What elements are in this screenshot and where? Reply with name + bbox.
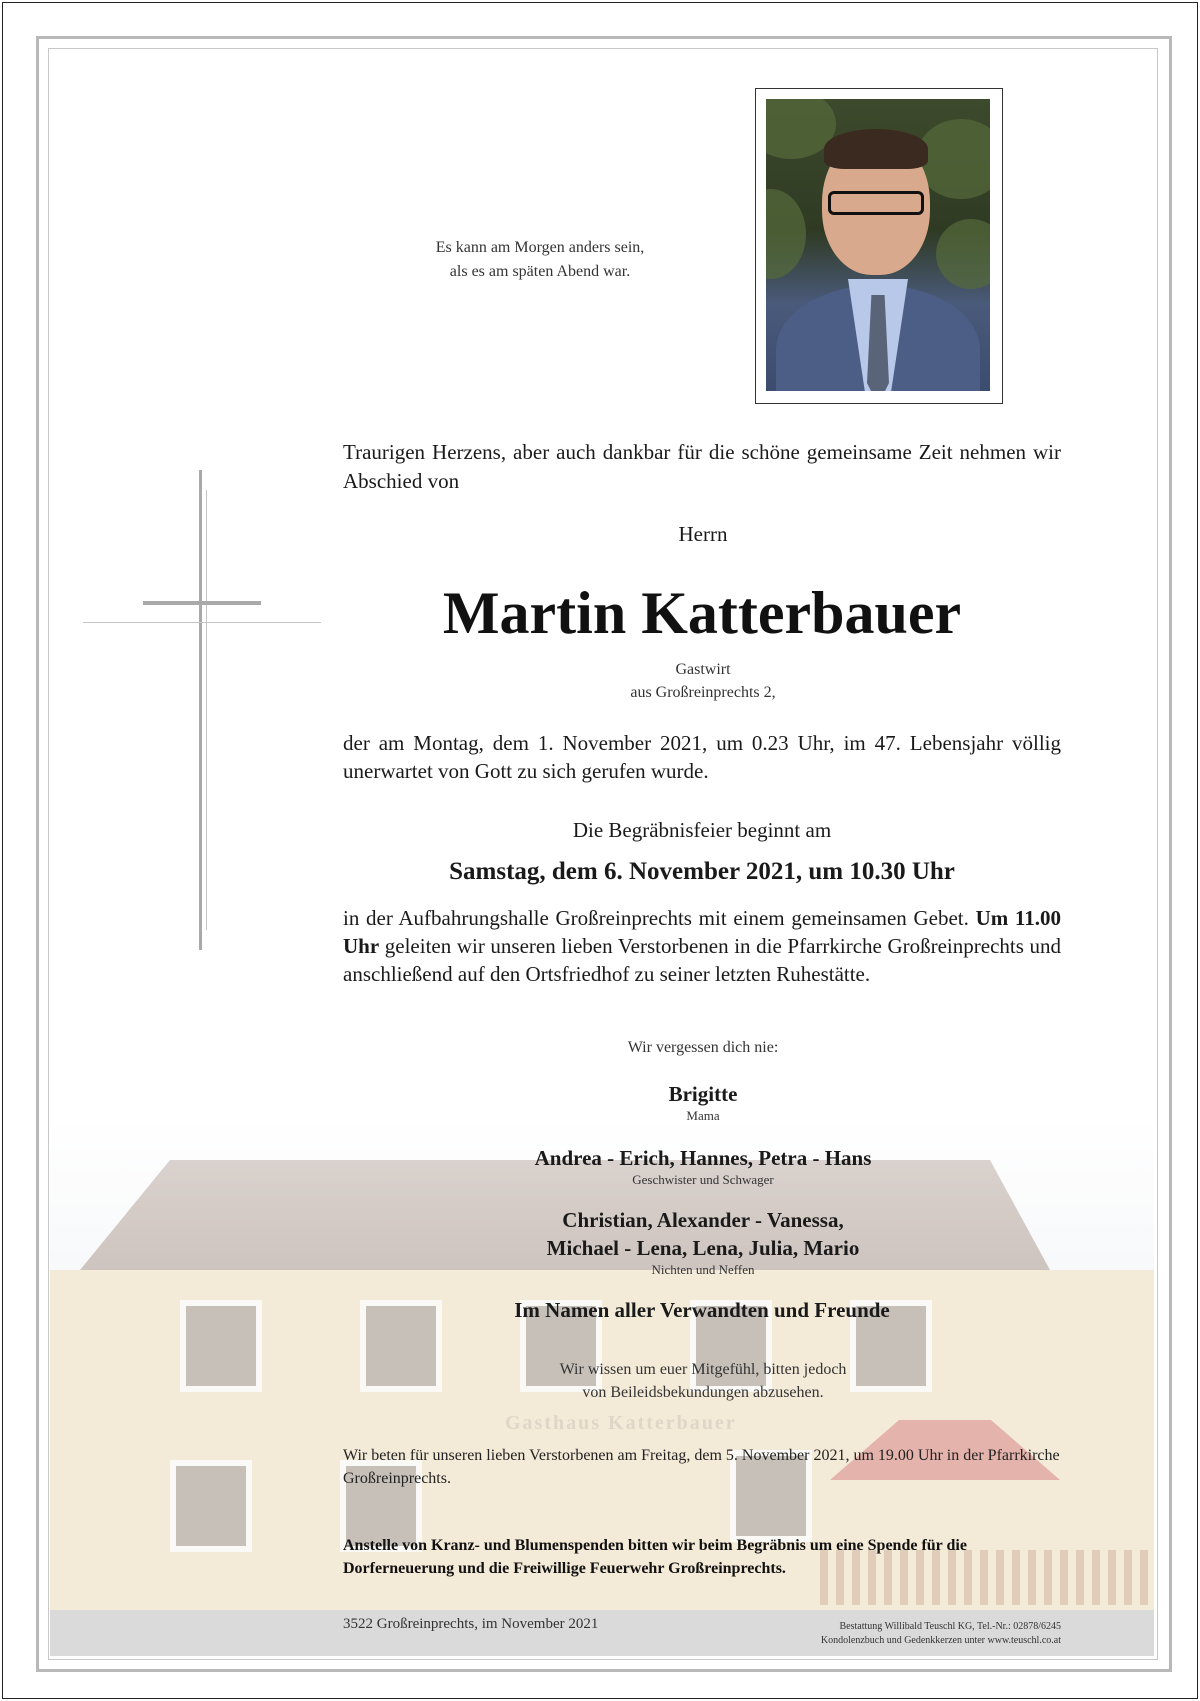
mourner-group [443,1080,963,1124]
deceased-name: Martin Katterbauer [442,580,962,646]
sympathy-line-1: Wir wissen um euer Mitgefühl, bitten jedoch [559,1361,847,1378]
sympathy-line-2: von Beileidsbekundungen abzusehen. [582,1384,824,1401]
mourner-names: Andrea - Erich, Hannes, Petra - Hans [534,1146,872,1170]
all-relatives: Im Namen aller Verwandten und Freunde [514,1298,890,1322]
ceremony-time: Um 11.00 Uhr [343,906,1061,958]
mourner-names: Brigitte [668,1082,738,1106]
residence: aus Großreinprechts 2, [630,684,776,701]
intro-text: Traurigen Herzens, aber auch dankbar für die schöne gemeinsame Zeit nehmen wir Abschied von [343,440,1061,493]
condolence-line: Kondolenzbuch und Gedenkkerzen unter www.teuschl.co.at [820,1635,1061,1646]
prayer-notice: Wir beten für unseren lieben Verstorbenen am Freitag, dem 5. November 2021, um 19.00 Uhr in der Pfarrkirche Großreinprechts. [343,1447,1060,1487]
ceremony-details [343,904,1061,988]
mourner-names: Michael - Lena, Lena, Julia, Mario [546,1236,860,1260]
portrait-photo [755,88,1003,404]
occupation: Gastwirt [675,661,731,678]
donation-notice: Anstelle von Kranz- und Blumenspenden bitten wir beim Begräbnis um eine Spende für die Dorferneuerung und die Freiwillige Feuerwehr Großreinprechts. [343,1537,967,1577]
quote-line-1: Es kann am Morgen anders sein, [435,239,645,256]
gasthaus-sign: Gasthaus Katterbauer [505,1412,737,1434]
mourner-names: Christian, Alexander - Vanessa, [562,1208,844,1232]
salutation: Herrn [678,522,728,546]
ceremony-part-1: in der Aufbahrungshalle Großreinprechts mit einem gemeinsamen Gebet. [343,906,969,930]
undertaker-info [700,1620,1061,1648]
ceremony-part-2: geleiten wir unseren lieben Verstorbenen in die Pfarrkirche Großreinprechts und anschließend auf den Ortsfriedhof zu seiner letzten Ruhestätte. [343,934,1061,986]
place-date: 3522 Großreinprechts, im November 2021 [343,1616,599,1632]
mourners-heading: Wir vergessen dich nie: [627,1039,779,1056]
quote [380,236,700,284]
funeral-date: Samstag, dem 6. November 2021, um 10.30 Uhr [449,858,955,885]
funeral-intro: Die Begräbnisfeier beginnt am [572,818,832,842]
undertaker-line: Bestattung Willibald Teuschl KG, Tel.-Nr.: 02878/6245 [839,1621,1061,1632]
mourner-relation: Mama [686,1108,720,1123]
mourner-group [443,1206,963,1278]
death-notice: der am Montag, dem 1. November 2021, um 0.23 Uhr, im 47. Lebensjahr völlig unerwartet von Gott zu sich gerufen wurde. [343,731,1061,783]
mourner-group [443,1144,963,1188]
mourner-relation: Nichten und Neffen [651,1262,755,1277]
deceased-details [543,658,863,704]
sympathy-note [443,1358,963,1404]
quote-line-2: als es am späten Abend war. [449,263,631,280]
mourner-relation: Geschwister und Schwager [632,1172,774,1187]
